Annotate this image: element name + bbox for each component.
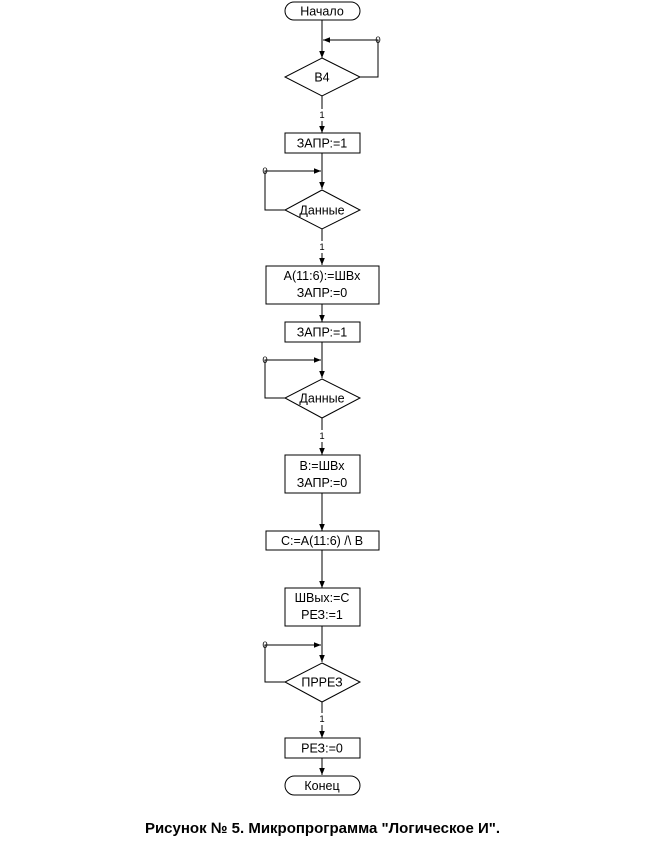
decision-data-2 — [285, 379, 360, 418]
edge-label-prez-no: 0 — [262, 640, 268, 651]
edge-label-data1-yes: 1 — [319, 242, 325, 253]
decision-prrez-label: ПРРЕЗ — [301, 675, 343, 690]
process-rez-0-label: РЕЗ:=0 — [301, 741, 343, 756]
edge-label-data2-yes: 1 — [319, 431, 325, 442]
edge-label-data2-no: 0 — [262, 355, 268, 366]
decision-data-2-label: Данные — [299, 391, 345, 406]
process-assign-b-line1: B:=ШВх — [299, 459, 345, 473]
decision-b4-label: B4 — [314, 70, 330, 85]
figure-caption: Рисунок № 5. Микропрограмма "Логическое И". — [144, 820, 501, 837]
process-zapr-1a — [285, 133, 360, 153]
start-terminal — [285, 2, 360, 20]
process-assign-c — [266, 531, 379, 550]
decision-prrez — [285, 663, 360, 702]
process-zapr-1b-label: ЗАПР:=1 — [296, 325, 348, 340]
process-assign-b-line2: ЗАПР:=0 — [296, 476, 348, 490]
process-assign-c-label: C:=A(11:6) /\ B — [280, 534, 364, 548]
process-output-line1: ШВых:=C — [294, 591, 350, 605]
end-terminal — [285, 776, 360, 795]
edge-label-b4-yes: 1 — [319, 110, 325, 121]
process-zapr-1a-label: ЗАПР:=1 — [296, 136, 348, 151]
process-assign-a-line2: ЗАПР:=0 — [296, 286, 348, 300]
process-assign-a — [266, 266, 379, 304]
process-zapr-1b — [285, 322, 360, 342]
process-assign-a-line1: A(11:6):=ШВх — [283, 269, 361, 283]
process-assign-b — [285, 455, 360, 493]
edge-label-prez-yes: 1 — [319, 714, 325, 725]
edge-label-b4-no: 0 — [375, 35, 381, 46]
process-rez-0 — [285, 738, 360, 758]
decision-data-1-label: Данные — [299, 203, 345, 218]
process-output — [285, 588, 360, 626]
end-label: Конец — [304, 779, 340, 793]
decision-data-1 — [285, 190, 360, 229]
start-label: Начало — [300, 4, 344, 19]
process-output-line2: РЕЗ:=1 — [301, 608, 343, 622]
decision-b4 — [285, 58, 360, 96]
edge-label-data1-no: 0 — [262, 166, 268, 177]
